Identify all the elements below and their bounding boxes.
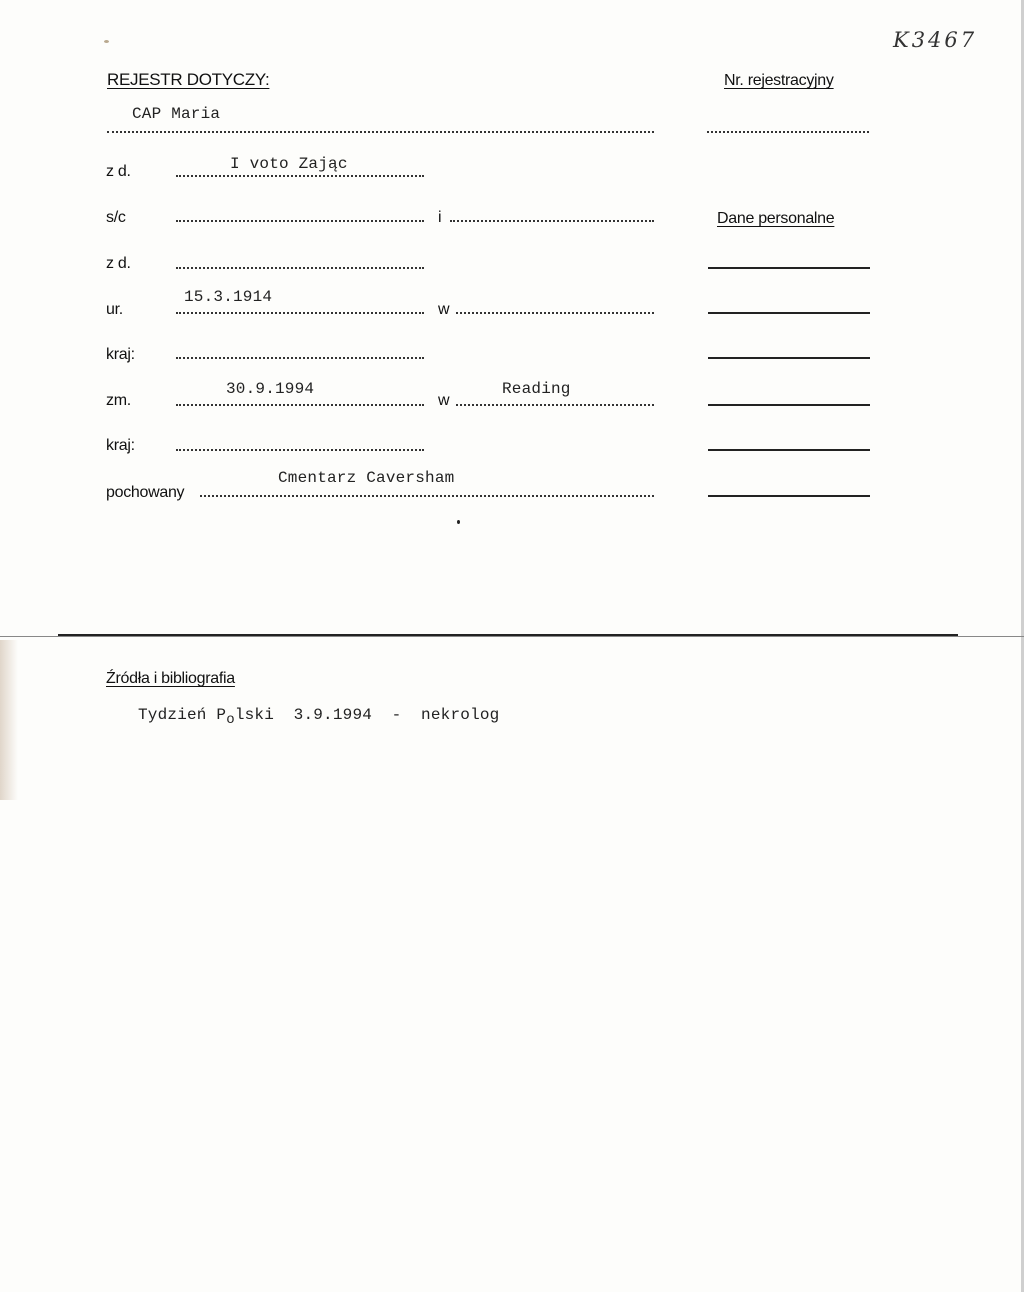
and-label: i xyxy=(438,209,442,226)
mother-maiden-dotted-line xyxy=(176,267,424,269)
reg-number-label: Nr. rejestracyjny xyxy=(724,72,834,89)
personal-data-line-4 xyxy=(708,404,870,406)
country-dotted-line xyxy=(176,357,424,359)
paper-fold xyxy=(0,636,1024,637)
ink-speck xyxy=(104,40,109,43)
birth-place-label: w xyxy=(438,301,450,318)
birth-label: ur. xyxy=(106,301,123,318)
source-entry-part1: Tydzień P xyxy=(138,706,227,724)
personal-data-line-2 xyxy=(708,312,870,314)
person-name: CAP Maria xyxy=(132,105,221,123)
death-place-label: w xyxy=(438,392,450,409)
burial-dotted-line xyxy=(200,495,654,497)
reg-number-dotted-line xyxy=(707,131,869,133)
name-dotted-line xyxy=(107,131,654,133)
source-entry-part2: lski 3.9.1994 - nekrolog xyxy=(234,706,500,724)
death-place-value: Reading xyxy=(502,380,571,398)
maiden-name-label: z d. xyxy=(106,163,131,180)
death-date-dotted-line xyxy=(176,404,424,406)
death-country-label: kraj: xyxy=(106,437,135,454)
personal-data-line-3 xyxy=(708,357,870,359)
handwritten-number: K3467 xyxy=(893,28,978,52)
death-label: zm. xyxy=(106,392,131,409)
personal-data-label: Dane personalne xyxy=(717,210,835,227)
father-dotted-line xyxy=(176,220,424,222)
mother-dotted-line xyxy=(450,220,654,222)
burial-place-value: Cmentarz Caversham xyxy=(278,469,455,487)
section-divider xyxy=(58,634,958,636)
maiden-name-dotted-line xyxy=(176,175,424,177)
country-label: kraj: xyxy=(106,346,135,363)
burial-label: pochowany xyxy=(106,484,185,501)
source-entry-subscript: o xyxy=(226,712,235,728)
death-place-dotted-line xyxy=(456,404,654,406)
personal-data-line-1 xyxy=(708,267,870,269)
maiden-name-value: I voto Zając xyxy=(230,155,348,173)
birth-date-value: 15.3.1914 xyxy=(184,288,273,306)
form-title: REJESTR DOTYCZY: xyxy=(107,70,270,89)
personal-data-line-6 xyxy=(708,495,870,497)
birth-place-dotted-line xyxy=(456,312,654,314)
birth-date-dotted-line xyxy=(176,312,424,314)
death-country-dotted-line xyxy=(176,449,424,451)
ink-speck xyxy=(457,520,460,524)
mother-maiden-label: z d. xyxy=(106,255,131,272)
death-date-value: 30.9.1994 xyxy=(226,380,315,398)
paper-stain xyxy=(0,640,18,800)
sources-title: Źródła i bibliografia xyxy=(106,670,235,687)
source-entry xyxy=(138,706,500,728)
personal-data-line-5 xyxy=(708,449,870,451)
parents-label: s/c xyxy=(106,209,126,226)
